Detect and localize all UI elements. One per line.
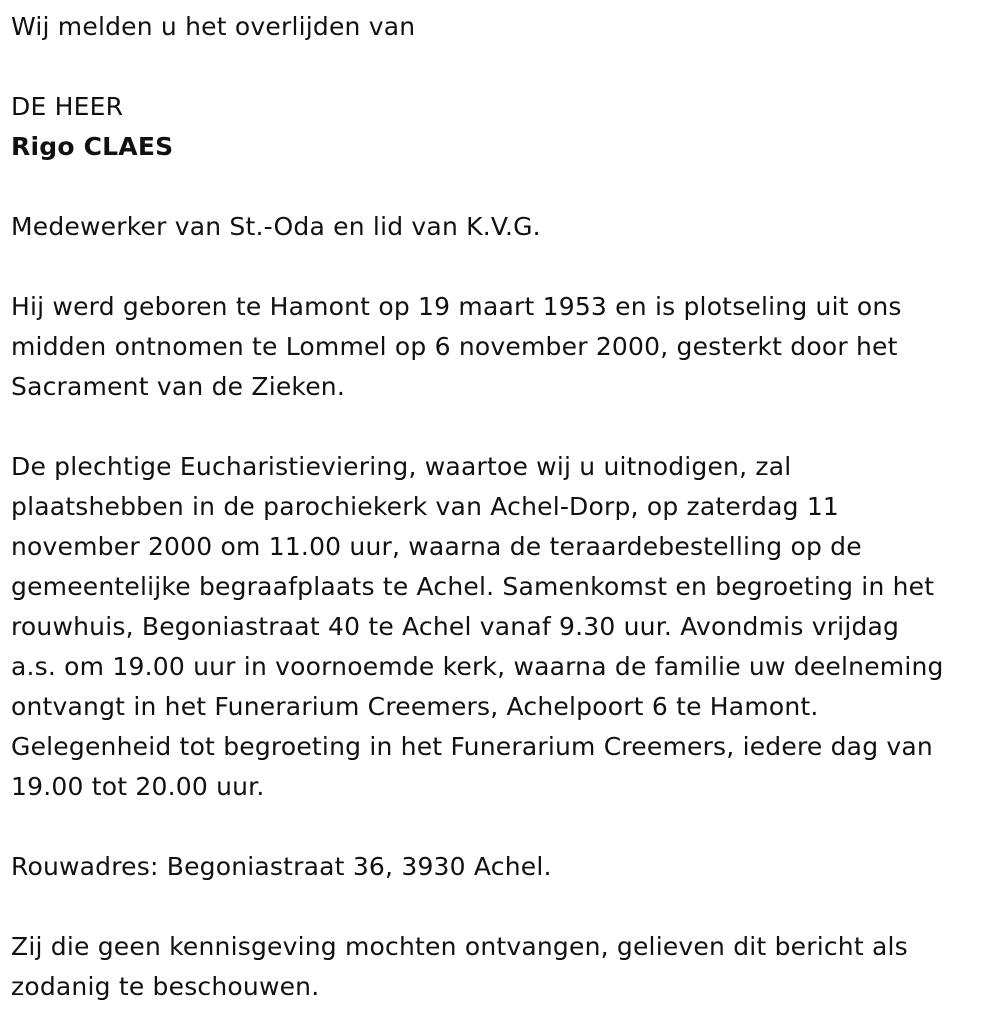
paragraph-line: Hij werd geboren te Hamont op 19 maart 1953 en is plotseling uit ons — [11, 292, 902, 321]
ceremony-paragraph — [11, 447, 991, 807]
title-prefix: DE HEER — [11, 92, 124, 121]
role-text: Medewerker van St.-Oda en lid van K.V.G. — [11, 212, 541, 241]
paragraph-line: Zij die geen kennisgeving mochten ontvangen, gelieven dit bericht als — [11, 932, 908, 961]
paragraph-line: plaatshebben in de parochiekerk van Achel-Dorp, op zaterdag 11 — [11, 492, 840, 521]
deceased-name: Rigo CLAES — [11, 132, 174, 161]
paragraph-line: 19.00 tot 20.00 uur. — [11, 772, 265, 801]
intro-text: Wij melden u het overlijden van — [11, 12, 416, 41]
paragraph-line: Gelegenheid tot begroeting in het Funerarium Creemers, iedere dag van — [11, 732, 933, 761]
paragraph-line: De plechtige Eucharistieviering, waartoe wij u uitnodigen, zal — [11, 452, 792, 481]
birth-death-paragraph — [11, 287, 991, 407]
paragraph-line: Sacrament van de Zieken. — [11, 372, 345, 401]
mourning-address: Rouwadres: Begoniastraat 36, 3930 Achel. — [11, 852, 552, 881]
death-notice — [11, 7, 991, 1007]
paragraph-line: a.s. om 19.00 uur in voornoemde kerk, waarna de familie uw deelneming — [11, 652, 944, 681]
paragraph-line: midden ontnomen te Lommel op 6 november 2000, gesterkt door het — [11, 332, 898, 361]
closing-paragraph — [11, 927, 991, 1007]
paragraph-line: rouwhuis, Begoniastraat 40 te Achel vanaf 9.30 uur. Avondmis vrijdag — [11, 612, 900, 641]
paragraph-line: gemeentelijke begraafplaats te Achel. Samenkomst en begroeting in het — [11, 572, 935, 601]
paragraph-line: ontvangt in het Funerarium Creemers, Achelpoort 6 te Hamont. — [11, 692, 819, 721]
paragraph-line: zodanig te beschouwen. — [11, 972, 320, 1001]
paragraph-line: november 2000 om 11.00 uur, waarna de teraardebestelling op de — [11, 532, 862, 561]
